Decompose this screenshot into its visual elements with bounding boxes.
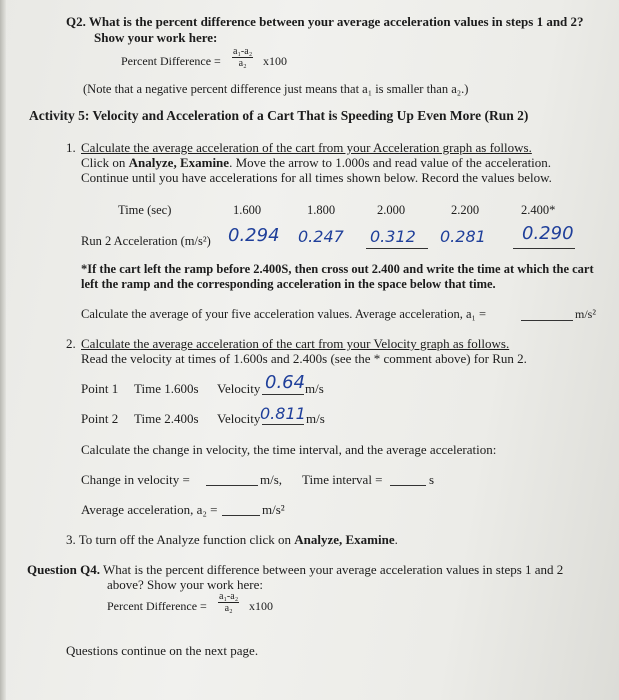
- step3-analyze-examine: Analyze, Examine: [294, 532, 395, 547]
- footer-continue-note: Questions continue on the next page.: [66, 643, 259, 658]
- q4-formula-times100: x100: [249, 599, 273, 613]
- step3-period: .: [394, 532, 398, 547]
- time-value-3: 2.000: [377, 203, 406, 217]
- q4-percent-difference-label: Percent Difference =: [107, 599, 207, 613]
- time-interval-blank[interactable]: [390, 485, 426, 486]
- average-acceleration-a2-label: Average acceleration, a₂ =: [81, 502, 218, 517]
- step3-text: 3. To turn off the Analyze function click on: [66, 532, 295, 547]
- point2-velocity-value: 0.811: [260, 404, 306, 423]
- q2-formula-denominator: a₂: [238, 58, 247, 69]
- point1-label: Point 1: [81, 381, 119, 396]
- accel-value-5: 0.290: [522, 223, 574, 244]
- accel-3-underline: [366, 248, 428, 249]
- time-value-4: 2.200: [451, 203, 480, 217]
- q4-show-work: above? Show your work here:: [107, 577, 263, 592]
- q4-question: [27, 562, 563, 577]
- point2-velocity-label: Velocity: [217, 411, 261, 426]
- time-row-label: Time (sec): [118, 203, 172, 217]
- q2-formula-fraction: [232, 46, 253, 69]
- a1-unit: m/s²: [575, 307, 596, 321]
- q4-formula-numerator: a₁-a₂: [219, 591, 239, 602]
- point1-velocity-blank: [262, 394, 304, 395]
- q2-formula-times100: x100: [263, 54, 287, 68]
- q4-formula-fraction: [218, 591, 239, 614]
- step2-calc-instruction: Calculate the change in velocity, the time interval, and the average acceleration:: [81, 442, 497, 457]
- step2-read-velocity: Read the velocity at times of 1.600s and 2.400s (see the * comment above) for Run 2.: [81, 351, 527, 366]
- time-interval-label: Time interval =: [302, 472, 383, 487]
- q4-label: Question Q4.: [27, 562, 100, 577]
- step1-move-arrow-text: . Move the arrow to 1.000s and read value of the acceleration.: [229, 155, 552, 170]
- point1-velocity-label: Velocity: [217, 381, 261, 396]
- a2-answer-blank[interactable]: [222, 515, 260, 516]
- q4-formula-denominator: a₂: [224, 603, 233, 614]
- step2-instruction: Calculate the average acceleration of the cart from your Velocity graph as follows.: [81, 336, 510, 351]
- point2-velocity-blank: [262, 424, 304, 425]
- accel-value-2: 0.247: [298, 227, 344, 246]
- a2-unit: m/s²: [262, 502, 285, 517]
- point1-velocity-value: 0.64: [265, 372, 306, 393]
- q2-note: (Note that a negative percent difference just means that a₁ is smaller than a₂.): [83, 82, 469, 96]
- q2-formula-numerator: a₁-a₂: [233, 46, 253, 57]
- change-in-velocity-label: Change in velocity =: [81, 472, 190, 487]
- accel-5-underline: [513, 248, 575, 249]
- step1-click-instruction: [81, 155, 551, 170]
- step1-number: 1.: [66, 140, 76, 155]
- q2-question: Q2. What is the percent difference between your average acceleration values in steps 1 and 2?: [66, 14, 584, 29]
- footnote-line-1: *If the cart left the ramp before 2.400S, then cross out 2.400 and write the time at which the cart: [81, 262, 594, 276]
- footnote-line-2: left the ramp and the corresponding acceleration in the space below that time.: [81, 277, 496, 291]
- q2-show-work: Show your work here:: [94, 30, 218, 45]
- time-value-1: 1.600: [233, 203, 262, 217]
- accel-value-3: 0.312: [370, 227, 416, 246]
- point2-velocity-unit: m/s: [306, 411, 325, 426]
- q4-question-text: What is the percent difference between your average acceleration values in steps 1 and 2: [99, 562, 564, 577]
- point2-label: Point 2: [81, 411, 119, 426]
- step1-continue-instruction: Continue until you have accelerations for all times shown below. Record the values below.: [81, 170, 552, 185]
- step1-instruction: Calculate the average acceleration of the cart from your Acceleration graph as follows.: [81, 140, 532, 155]
- time-interval-unit: s: [429, 472, 435, 487]
- activity-title: Activity 5: Velocity and Acceleration of a Cart That is Speeding Up Even More (Run 2): [29, 108, 529, 123]
- point1-velocity-unit: m/s: [305, 381, 324, 396]
- acceleration-row-label: Run 2 Acceleration (m/s²): [81, 234, 211, 248]
- accel-value-1: 0.294: [228, 225, 280, 246]
- accel-value-4: 0.281: [440, 227, 486, 246]
- point2-time: Time 2.400s: [134, 411, 199, 426]
- change-in-velocity-unit: m/s,: [260, 472, 283, 487]
- step1-click-text: Click on: [81, 155, 129, 170]
- q2-percent-difference-label: Percent Difference =: [121, 54, 221, 68]
- page-edge-shadow: [0, 0, 6, 700]
- a1-answer-blank[interactable]: [521, 320, 573, 321]
- point1-time: Time 1.600s: [134, 381, 199, 396]
- step2-number: 2.: [66, 336, 76, 351]
- average-acceleration-a1-prompt: Calculate the average of your five acceleration values. Average acceleration, a₁ =: [81, 307, 487, 321]
- change-in-velocity-blank[interactable]: [206, 485, 258, 486]
- time-value-2: 1.800: [307, 203, 336, 217]
- step1-analyze-examine: Analyze, Examine: [128, 155, 230, 170]
- step3-instruction: [66, 532, 398, 547]
- time-value-5: 2.400*: [521, 203, 556, 217]
